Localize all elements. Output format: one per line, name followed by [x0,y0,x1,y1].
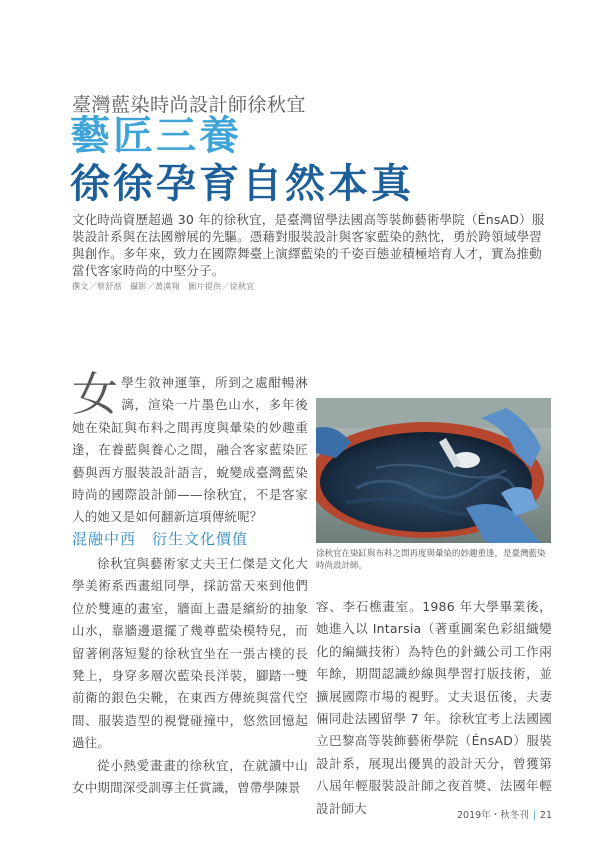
footer-separator: | [532,810,536,821]
intro-paragraph-block [72,367,308,529]
article-title-line1: 藝匠三養 [70,113,242,159]
body-column-left [72,553,308,799]
page-number: 21 [539,810,552,821]
photo-caption: 徐秋宜在染缸與布料之間再度與暈染的妙趣重逢，是臺灣藍染時尚設計師。 [316,549,546,571]
intro-paragraph [72,367,308,529]
article-lead: 文化時尚資歷超過 30 年的徐秋宜，是臺灣留學法國高等裝飾藝術學院（ÉnsAD）服裝設計系與在法國辦展的先驅。憑藉對服裝設計與客家藍染的熱忱，勇於跨領域學習與創作。多年來，致力在國際舞臺上演繹藍染的千姿百態並積極培育人才，實為推動當代客家時尚的中堅分子。 [72,212,545,278]
body-column-right [316,596,552,820]
photo-illustration [316,398,551,543]
body-paragraph: 徐秋宜與藝術家丈夫王仁傑是文化大學美術系西畫組同學，採訪當天來到他們位於雙連的畫室，牆面上盡是繽紛的抽象山水，靠牆邊還擺了幾尊藍染模特兒，而留著俐落短髮的徐秋宜坐在一張古樸的長凳上，身穿多層次藍染長洋裝，腳踏一雙前衛的銀色尖靴，在東西方傳統與當代空間、服裝造型的視覺碰撞中，悠然回憶起過往。 [72,556,308,751]
article-credits: 撰文／蔡舒湉 攝影／黃漢翔 圖片提供／徐秋宜 [72,282,255,291]
body-paragraph: 從小熱愛畫畫的徐秋宜，在就讀中山女中期間深受訓導主任賞識，曾帶學陳景 [72,757,308,796]
issue-label: 2019年・秋冬刊 [457,810,529,821]
body-paragraph: 容、李石樵畫室。1986 年大學畢業後，她進入以 Intarsia（著重圖案色彩組織變化的編織技術）為特色的針織公司工作兩年餘，期間認識紗線與學習打版技術，並擴展國際市場的視野。丈夫退伍後，夫妻倆同赴法國留學 7 年。徐秋宜考上法國國立巴黎高等裝飾藝術學院（ÉnsAD）服裝設計系，展現出優異的設計天分，曾獲第八屆年輕服裝設計師之夜首獎、法國年輕設計師大 [316,599,552,816]
article-title-line2: 徐徐孕育自然本真 [70,161,414,207]
indigo-dye-vat-photo [316,398,551,543]
section-heading: 混融中西 衍生文化價值 [72,530,249,548]
article-kicker: 臺灣藍染時尚設計師徐秋宜 [72,94,307,116]
drop-cap: 女 [72,367,119,421]
intro-text: 學生敘神運筆，所到之處酣暢淋漓，渲染一片墨色山水，多年後她在染缸與布料之間再度與暈染的妙趣重逢，在養藍與養心之間，融合客家藍染匠藝與西方服裝設計語言，蛻變成臺灣藍染時尚的國際設計師——徐秋宜，不是客家人的她又是如何翻新這項傳統呢？ [72,375,308,525]
page-footer [457,807,552,821]
